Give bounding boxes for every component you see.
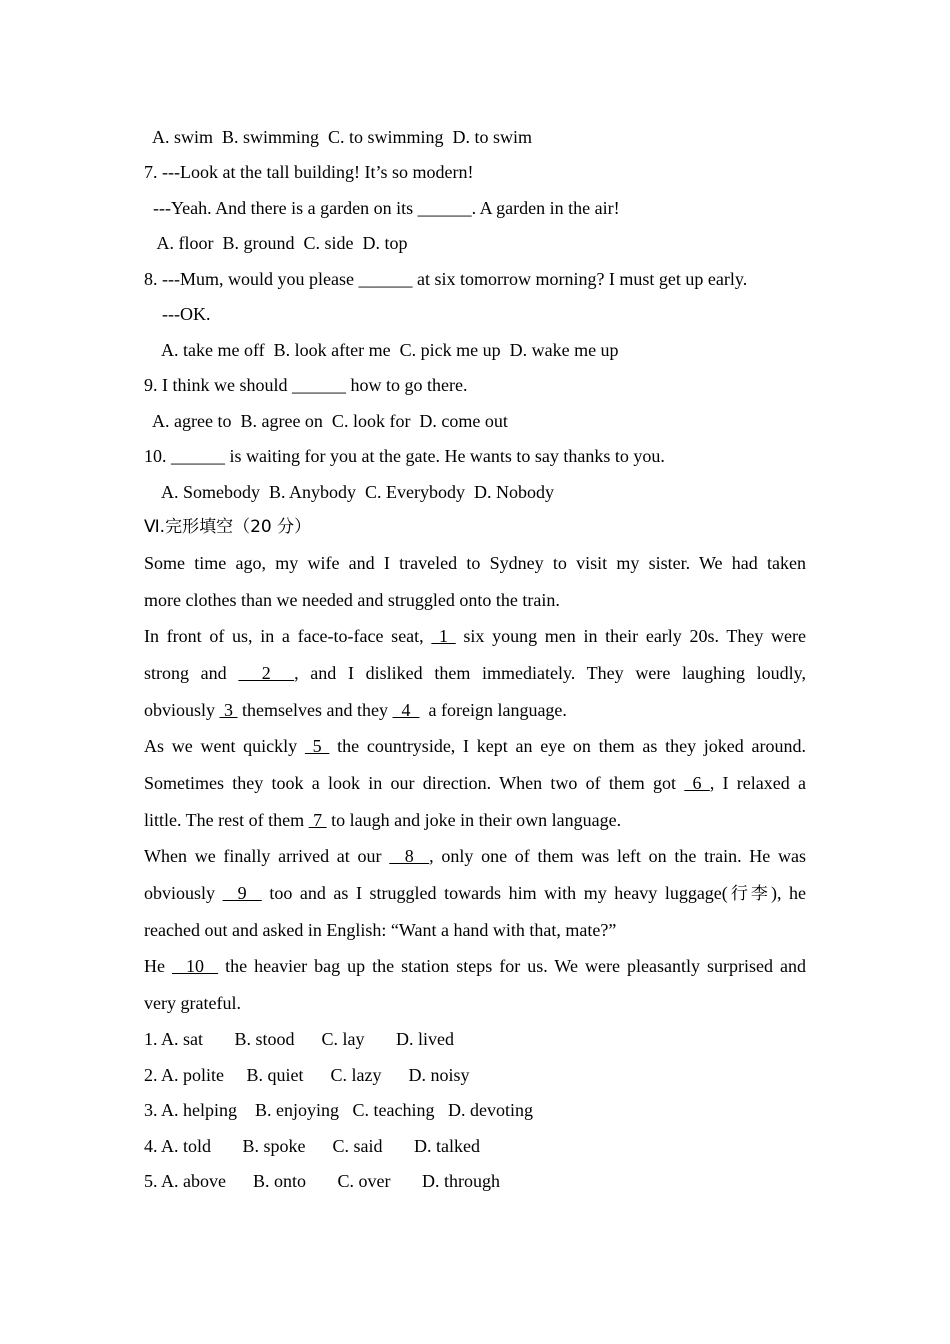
q9-options: A. agree to B. agree on C. look for D. come out <box>144 411 508 431</box>
passage-line: Some time ago, my wife and I traveled to Sydney to visit my sister. We had taken <box>144 553 806 573</box>
q7-options: A. floor B. ground C. side D. top <box>144 233 408 253</box>
q10-options: A. Somebody B. Anybody C. Everybody D. Nobody <box>144 482 555 502</box>
passage-line: In front of us, in a face-to-face seat, 1 six young men in their early 20s. They were <box>144 626 806 646</box>
q8-options: A. take me off B. look after me C. pick me up D. wake me up <box>144 340 619 360</box>
passage-line: obviously 3 themselves and they 4 a foreign language. <box>144 700 567 720</box>
passage-line: more clothes than we needed and struggled onto the train. <box>144 590 560 610</box>
blank-6: 6 <box>684 773 710 793</box>
q9-question: 9. I think we should ______ how to go there. <box>144 375 468 395</box>
blank-2: 2 <box>238 663 295 683</box>
q7-question: 7. ---Look at the tall building! It’s so modern! <box>144 162 474 182</box>
q7-response: ---Yeah. And there is a garden on its ______. A garden in the air! <box>144 198 620 218</box>
blank-5: 5 <box>304 736 330 756</box>
section-title: Ⅵ.完形填空（20 分） <box>144 517 312 537</box>
passage-line: When we finally arrived at our 8 , only one of them was left on the train. He was <box>144 846 806 866</box>
passage-line: very grateful. <box>144 993 241 1013</box>
blank-8: 8 <box>389 846 430 866</box>
luggage-chinese: 行李 <box>727 884 771 904</box>
passage-line: As we went quickly 5 the countryside, I kept an eye on them as they joked around. <box>144 736 807 756</box>
blank-4: 4 <box>392 700 420 720</box>
blank-1: 1 <box>431 626 456 646</box>
cloze-option-4: 4. A. told B. spoke C. said D. talked <box>144 1136 480 1156</box>
passage-line: He 10 the heavier bag up the station steps for us. We were pleasantly surprised and <box>144 956 806 976</box>
q6-options: A. swim B. swimming C. to swimming D. to swim <box>144 127 533 147</box>
cloze-option-2: 2. A. polite B. quiet C. lazy D. noisy <box>144 1065 470 1085</box>
passage-line: little. The rest of them 7 to laugh and joke in their own language. <box>144 810 622 830</box>
cloze-option-1: 1. A. sat B. stood C. lay D. lived <box>144 1029 454 1049</box>
blank-9: 9 <box>222 883 262 903</box>
passage-line: strong and 2 , and I disliked them immediately. They were laughing loudly, <box>144 663 807 683</box>
passage-line: reached out and asked in English: “Want a hand with that, mate?” <box>144 920 617 940</box>
blank-7: 7 <box>308 810 327 830</box>
passage-line: Sometimes they took a look in our direction. When two of them got 6 , I relaxed a <box>144 773 807 793</box>
q8-response: ---OK. <box>144 304 211 324</box>
cloze-option-3: 3. A. helping B. enjoying C. teaching D. devoting <box>144 1100 533 1120</box>
q10-question: 10. ______ is waiting for you at the gate. He wants to say thanks to you. <box>144 446 665 466</box>
blank-10: 10 <box>172 956 219 976</box>
cloze-option-5: 5. A. above B. onto C. over D. through <box>144 1171 500 1191</box>
blank-3: 3 <box>219 700 238 720</box>
passage-line: obviously 9 too and as I struggled towards him with my heavy luggage(行李), he <box>144 883 807 904</box>
q8-question: 8. ---Mum, would you please ______ at six tomorrow morning? I must get up early. <box>144 269 748 289</box>
